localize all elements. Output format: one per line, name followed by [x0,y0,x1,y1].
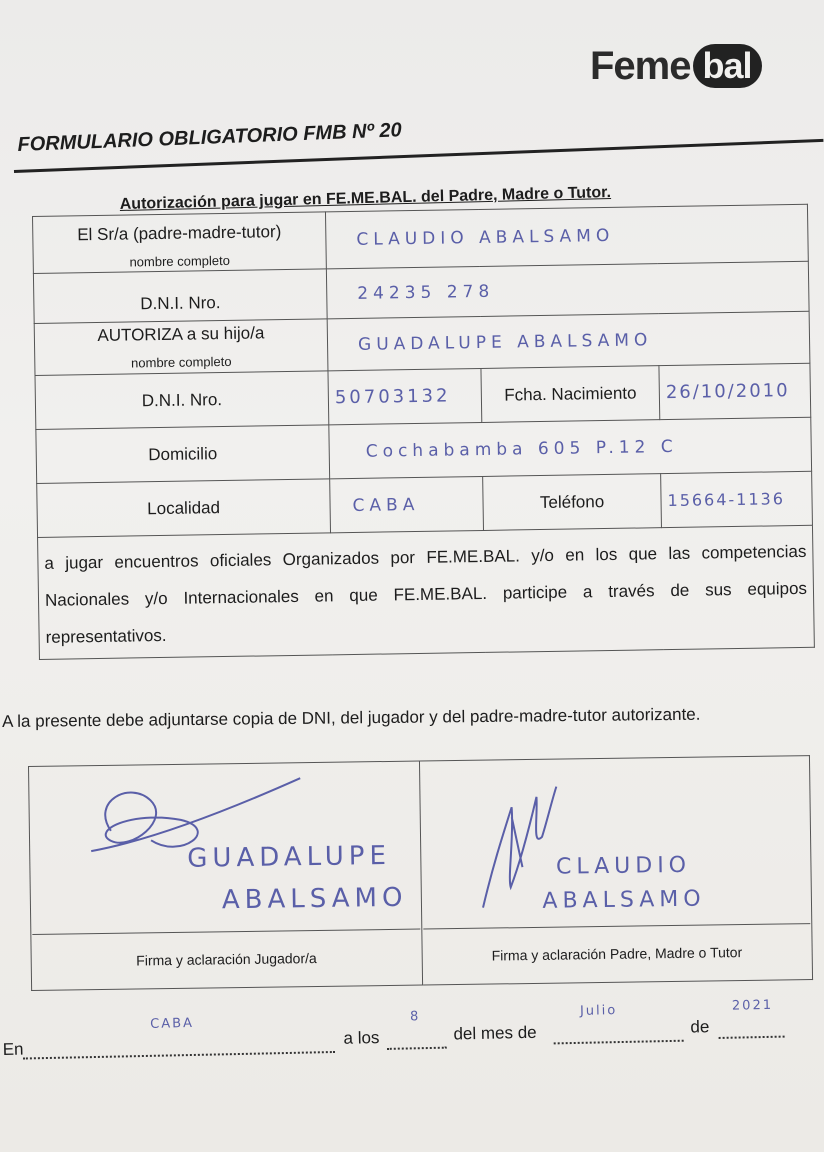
child-name-value: GUADALUPE ABALSAMO [327,311,810,371]
place-value: CABA [150,1015,195,1032]
child-sub-label: nombre completo [130,353,232,371]
parent-name-handwritten [542,851,706,917]
day-value: 8 [409,1009,421,1025]
parent-signature-area [420,757,810,928]
address-value: Cochabamba 605 P.12 C [329,417,812,479]
player-name-line2: ABALSAMO [221,882,408,916]
authorization-title: Autorización para jugar en FE.ME.BAL. del Padre, Madre o Tutor. [119,184,612,214]
child-dni-label: D.N.I. Nro. [35,371,329,430]
parent-signature-caption: Firma y aclaración Padre, Madre o Tutor [423,923,811,983]
femebal-logo [590,44,762,88]
signature-table [28,755,813,991]
date-place-line [0,999,824,1066]
player-signature-cell [29,761,423,990]
day-dots [386,1025,446,1050]
player-signature-area [30,763,420,934]
player-name-handwritten [171,839,408,918]
parent-dni-label: D.N.I. Nro. [33,269,327,324]
birth-label: Fcha. Nacimiento [481,366,660,423]
city-value: CABA [330,476,484,532]
player-signature-caption: Firma y aclaración Jugador/a [32,929,420,989]
footer-del-mes-de: del mes de [453,1022,537,1044]
parent-label: El Sr/a (padre-madre-tutor) [77,221,282,244]
birth-value: 26/10/2010 [659,363,811,419]
authorization-table [32,204,815,660]
month-dots [553,1018,683,1045]
child-dni-value: 50703132 [328,368,482,424]
logo-text-a: Feme [590,43,691,88]
city-label: Localidad [37,479,331,538]
authorization-paragraph: a jugar encuentros oficiales Organizados por FE.ME.BAL. y/o en los que las competencias Nacionales y/o Internacionales en que FE.ME.BAL. participe a través de sus equipos representativos. [38,525,815,659]
footer-de: de [690,1017,710,1037]
footer-en: En [2,1039,24,1059]
form-title: FORMULARIO OBLIGATORIO FMB Nº 20 [17,119,403,157]
parent-label-cell [33,212,327,274]
phone-label: Teléfono [483,474,662,531]
parent-name-line2: ABALSAMO [542,886,706,914]
logo-text-b: bal [693,44,762,88]
month-value: Julio [579,1003,618,1019]
child-label: AUTORIZA a su hijo/a [97,323,265,345]
child-label-cell [34,319,328,376]
footer-a-los: a los [343,1028,380,1048]
parent-sub-label: nombre completo [129,252,231,269]
place-dots [22,1029,334,1060]
parent-dni-value: 24235 278 [326,261,809,319]
year-dots [718,1014,784,1039]
phone-value: 15664-1136 [661,471,813,527]
parent-signature-cell [419,756,813,985]
address-label: Domicilio [36,425,330,484]
parent-name-value: CLAUDIO ABALSAMO [325,204,808,269]
player-name-line1: GUADALUPE [187,840,392,874]
attachment-notice: A la presente debe adjuntarse copia de DNI, del jugador y del padre-madre-tutor autorizante. [2,704,701,731]
year-value: 2021 [731,997,774,1014]
parent-name-line1: CLAUDIO [555,852,692,880]
